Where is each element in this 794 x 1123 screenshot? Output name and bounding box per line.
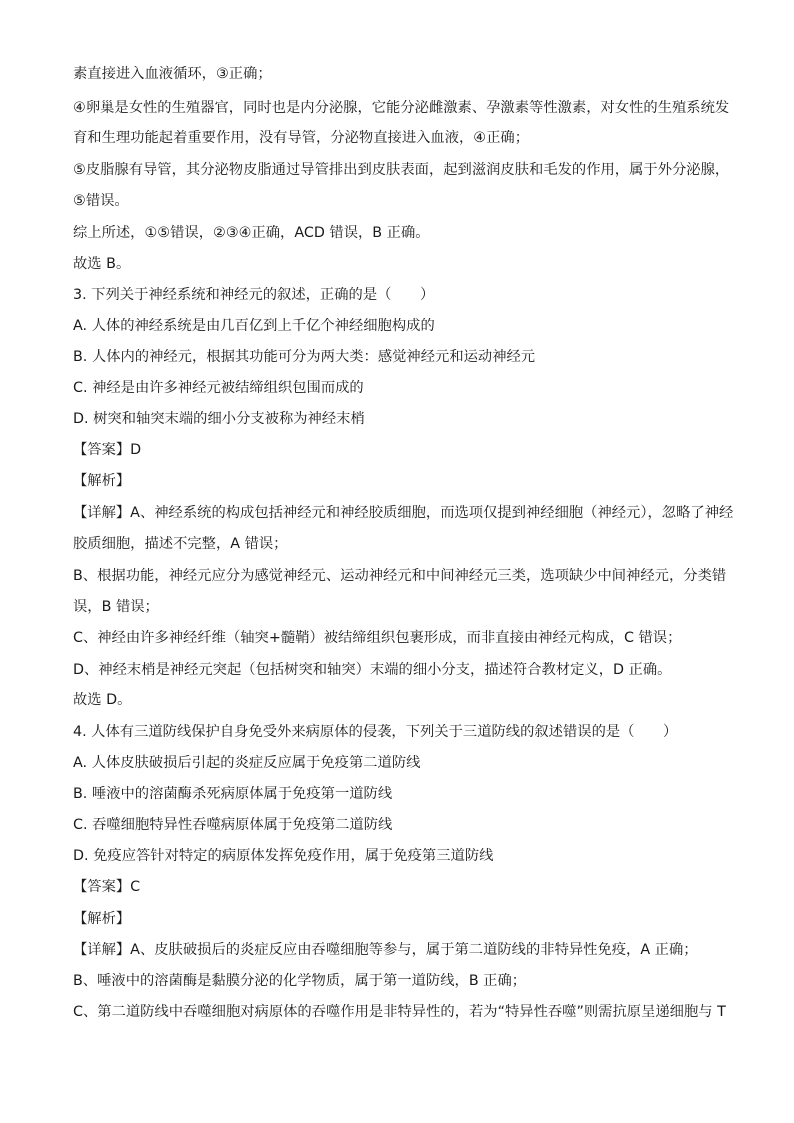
detail-line-3: B、根据功能，神经元应分为感觉神经元、运动神经元和中间神经元三类，选项缺少中间神经元，分类错 bbox=[73, 568, 727, 584]
question-3-stem: 3. 下列关于神经系统和神经元的叙述，正确的是（ ） bbox=[73, 287, 435, 303]
text-line-1: 素直接进入血液循环，③正确； bbox=[73, 66, 272, 82]
answer-tag: 【答案】D bbox=[73, 442, 142, 458]
question-4-stem: 4. 人体有三道防线保护自身免受外来病原体的侵袭，下列关于三道防线的叙述错误的是（ ） bbox=[73, 724, 678, 740]
question-3-option-b: B. 人体内的神经元，根据其功能可分为两大类：感觉神经元和运动神经元 bbox=[73, 349, 536, 365]
answer-tag-2: 【答案】C bbox=[73, 879, 141, 895]
detail2-line-1: 【详解】A、皮肤破损后的炎症反应由吞噬细胞等参与，属于第二道防线的非特异性免疫，A 正确； bbox=[73, 942, 698, 958]
question-4-option-a: A. 人体皮肤破损后引起的炎症反应属于免疫第二道防线 bbox=[73, 755, 421, 771]
text-line-2: ④卵巢是女性的生殖器官，同时也是内分泌腺，它能分泌雌激素、孕激素等性激素，对女性的生殖系统发 bbox=[73, 100, 730, 116]
analysis-tag-2: 【解析】 bbox=[73, 911, 131, 927]
detail-line-6: D、神经末梢是神经元突起（包括树突和轴突）末端的细小分支，描述符合教材定义，D 正确。 bbox=[73, 662, 672, 678]
text-line-4: ⑤皮脂腺有导管，其分泌物皮脂通过导管排出到皮肤表面，起到滋润皮肤和毛发的作用，属于外分泌腺， bbox=[73, 162, 730, 178]
text-line-3: 育和生理功能起着重要作用，没有导管，分泌物直接进入血液，④正确； bbox=[73, 130, 530, 146]
question-3-option-a: A. 人体的神经系统是由几百亿到上千亿个神经细胞构成的 bbox=[73, 318, 435, 334]
analysis-tag: 【解析】 bbox=[73, 473, 131, 489]
text-line-6: 综上所述，①⑤错误，②③④正确，ACD 错误，B 正确。 bbox=[73, 225, 430, 241]
detail2-line-2: B、唾液中的溶菌酶是黏膜分泌的化学物质，属于第一道防线，B 正确； bbox=[73, 973, 527, 989]
detail-line-2: 胶质细胞，描述不完整，A 错误； bbox=[73, 536, 288, 552]
question-4-option-c: C. 吞噬细胞特异性吞噬病原体属于免疫第二道防线 bbox=[73, 817, 393, 833]
text-line-7: 故选 B。 bbox=[73, 256, 131, 272]
question-3-option-d: D. 树突和轴突末端的细小分支被称为神经末梢 bbox=[73, 411, 365, 427]
text-line-5: ⑤错误。 bbox=[73, 193, 129, 209]
question-4-option-b: B. 唾液中的溶菌酶杀死病原体属于免疫第一道防线 bbox=[73, 786, 393, 802]
detail-line-4: 误，B 错误； bbox=[73, 599, 159, 615]
detail-line-5: C、神经由许多神经纤维（轴突+髓鞘）被结缔组织包裹形成，而非直接由神经元构成，C 错误； bbox=[73, 630, 682, 646]
detail-line-1: 【详解】A、神经系统的构成包括神经元和神经胶质细胞，而选项仅提到神经细胞（神经元），忽略了神经 bbox=[73, 505, 733, 521]
detail2-line-3: C、第二道防线中吞噬细胞对病原体的吞噬作用是非特异性的，若为“特异性吞噬”则需抗原呈递细胞与 T bbox=[73, 1004, 726, 1020]
conclusion-line: 故选 D。 bbox=[73, 692, 132, 708]
question-3-option-c: C. 神经是由许多神经元被结缔组织包围而成的 bbox=[73, 380, 364, 396]
question-4-option-d: D. 免疫应答针对特定的病原体发挥免疫作用，属于免疫第三道防线 bbox=[73, 848, 494, 864]
